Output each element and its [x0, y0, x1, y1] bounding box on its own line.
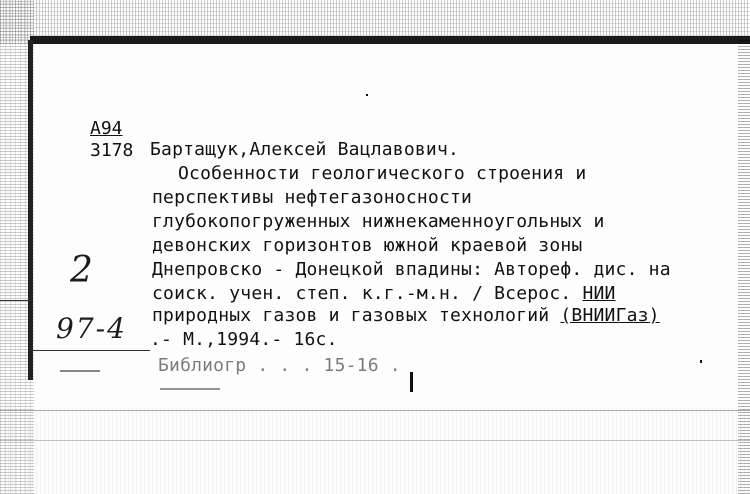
scan-rule: [0, 300, 30, 301]
title-line-2: перспективы нефтегазоносности: [152, 187, 473, 208]
scan-edge-top-band: [30, 36, 750, 44]
scan-rule: [0, 440, 750, 441]
scan-speck: [410, 372, 413, 392]
scan-speck: [700, 360, 702, 363]
title-line-5: Днепровско - Донецкой впадины: Автореф. дис. на: [152, 259, 671, 280]
title-line-1: Особенности геологического строения и: [178, 163, 587, 184]
scan-edge-bottom: [0, 410, 750, 494]
handwritten-code: 97-4: [56, 312, 127, 345]
title-line-3: глубокопогруженных нижнекаменноугольных и: [152, 211, 605, 232]
inventory-number: 3178: [90, 140, 134, 161]
bibliography-note: Библиогр . . . 15-16 .: [158, 355, 401, 376]
title-line-6: [152, 284, 616, 304]
scan-edge-left-band: [28, 40, 33, 380]
scan-rule: [30, 350, 150, 351]
scan-speck: [366, 94, 368, 96]
title-line-6-text: соиск. учен. степ. к.г.-м.н. / Всерос.: [152, 283, 572, 304]
title-line-4: девонских горизонтов южной краевой зоны: [152, 235, 583, 256]
scan-rule: [0, 410, 750, 411]
imprint-line: .- М.,1994.- 16с.: [150, 329, 338, 350]
scan-speck: [160, 388, 220, 390]
shelf-mark: А94: [90, 118, 123, 139]
author-heading: Бартащук,Алексей Вацлавович.: [150, 139, 460, 160]
title-line-7-text: природных газов и газовых технологий: [152, 305, 550, 326]
abbr-vniigaz: (ВНИИГаз): [560, 305, 660, 326]
title-line-7: [152, 306, 660, 326]
abbr-nii: НИИ: [582, 283, 616, 304]
handwritten-number: 2: [70, 250, 93, 291]
scan-speck: [60, 370, 100, 372]
